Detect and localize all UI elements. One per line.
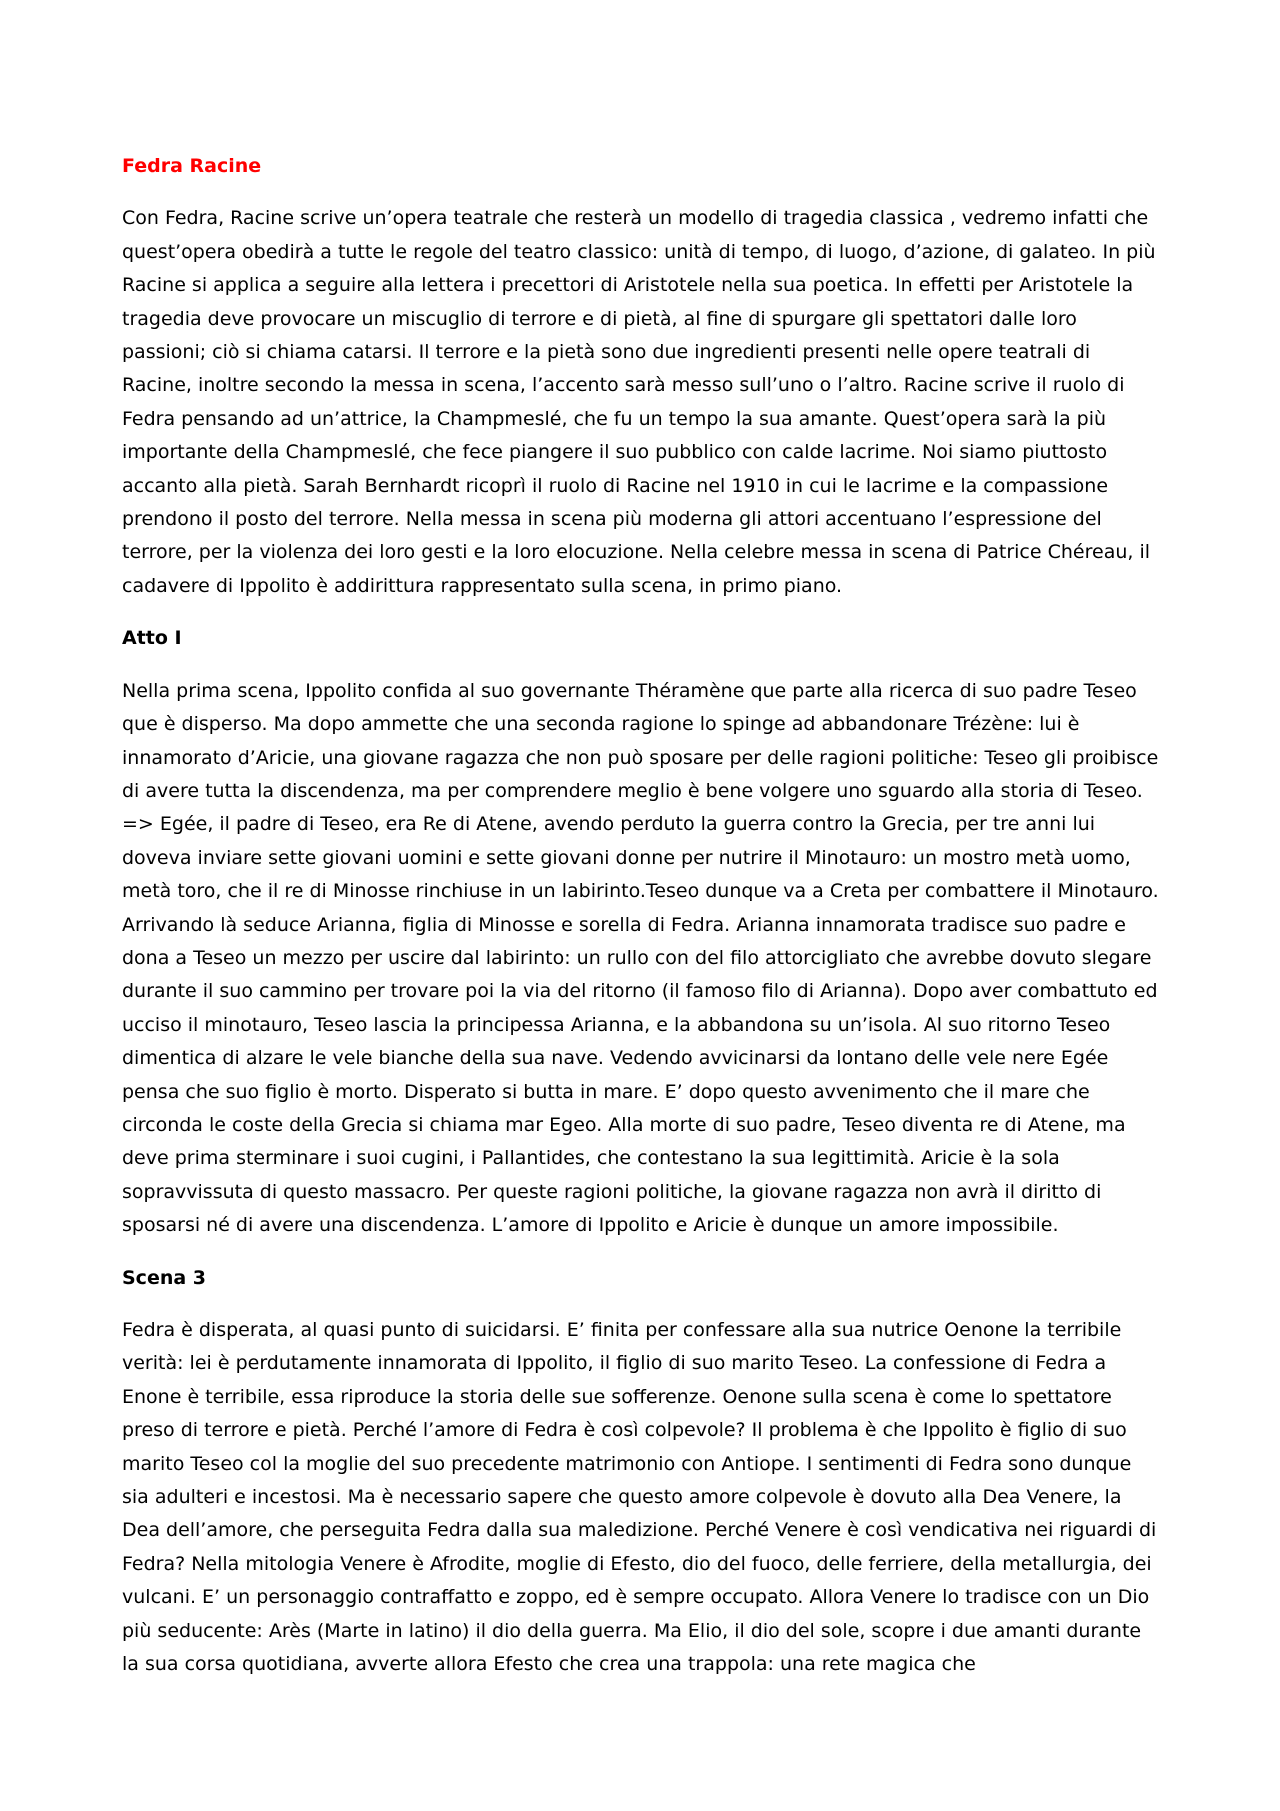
section-paragraph-atto-1: Nella prima scena, Ippolito confida al suo governante Théramène que parte alla ricerca di suo padre Teseo que è disperso. Ma dopo ammette che una seconda ragione lo spinge ad abbandonare Trézène: lui è innamorato d’Aricie, una giovane ragazza che non può sposare per delle ragioni politiche: Teseo gli proibisce di avere tutta la discendenza, ma per comprendere meglio è bene volgere uno sguardo alla storia di Teseo. => Egée, il padre di Teseo, era Re di Atene, avendo perduto la guerra contro la Grecia, per tre anni lui doveva inviare sette giovani uomini e sette giovani donne per nutrire il Minotauro: un mostro metà uomo, metà toro, che il re di Minosse rinchiuse in un labirinto.Teseo dunque va a Creta per combattere il Minotauro. Arrivando là seduce Arianna, figlia di Minosse e sorella di Fedra. Arianna innamorata tradisce suo padre e dona a Teseo un mezzo per uscire dal labirinto: un rullo con del filo attorcigliato che avrebbe dovuto slegare durante il suo cammino per trovare poi la via del ritorno (il famoso filo di Arianna). Dopo aver combattuto ed ucciso il minotauro, Teseo lascia la principessa Arianna, e la abbandona su un’isola. Al suo ritorno Teseo dimentica di alzare le vele bianche della sua nave. Vedendo avvicinarsi da lontano delle vele nere Egée pensa che suo figlio è morto. Disperato si butta in mare. E’ dopo questo avvenimento che il mare che circonda le coste della Grecia si chiama mar Egeo. Alla morte di suo padre, Teseo diventa re di Atene, ma deve prima sterminare i suoi cugini, i Pallantides, che contestano la sua legittimità. Aricie è la sola sopravvissuta di questo massacro. Per queste ragioni politiche, la giovane ragazza non avrà il diritto di sposarsi né di avere una discendenza. L’amore di Ippolito e Aricie è dunque un amore impossibile. bbox=[122, 679, 1159, 1237]
section-heading-scena-3: Scena 3 bbox=[122, 1266, 207, 1289]
section-paragraph-scena-3: Fedra è disperata, al quasi punto di suicidarsi. E’ finita per confessare alla sua nutrice Oenone la terribile verità: lei è perdutamente innamorata di Ippolito, il figlio di suo marito Teseo. La confessione di Fedra a Enone è terribile, essa riproduce la storia delle sue sofferenze. Oenone sulla scena è come lo spettatore preso di terrore e pietà. Perché l’amore di Fedra è così colpevole? Il problema è che Ippolito è figlio di suo marito Teseo col la moglie del suo precedente matrimonio con Antiope. I sentimenti di Fedra sono dunque sia adulteri e incestosi. Ma è necessario sapere che questo amore colpevole è dovuto alla Dea Venere, la Dea dell’amore, che perseguita Fedra dalla sua maledizione. Perché Venere è così vendicativa nei riguardi di Fedra? Nella mitologia Venere è Afrodite, moglie di Efesto, dio del fuoco, delle ferriere, della metallurgia, dei vulcani. E’ un personaggio contraffatto e zoppo, ed è sempre occupato. Allora Venere lo tradisce con un Dio più seducente: Arès (Marte in latino) il dio della guerra. Ma Elio, il dio del sole, scopre i due amanti durante la sua corsa quotidiana, avverte allora Efesto che crea una trappola: una rete magica che bbox=[122, 1319, 1157, 1676]
section-heading-atto-1: Atto I bbox=[122, 627, 182, 650]
intro-paragraph: Con Fedra, Racine scrive un’opera teatrale che resterà un modello di tragedia classica , vedremo infatti che quest’opera obedirà a tutte le regole del teatro classico: unità di tempo, di luogo, d’azione, di galateo. In più Racine si applica a seguire alla lettera i precettori di Aristotele nella sua poetica. In effetti per Aristotele la tragedia deve provocare un miscuglio di terrore e di pietà, al fine di spurgare gli spettatori dalle loro passioni; ciò si chiama catarsi. Il terrore e la pietà sono due ingredienti presenti nelle opere teatrali di Racine, inoltre secondo la messa in scena, l’accento sarà messo sull’uno o l’altro. Racine scrive il ruolo di Fedra pensando ad un’attrice, la Champmeslé, che fu un tempo la sua amante. Quest’opera sarà la più importante della Champmeslé, che fece piangere il suo pubblico con calde lacrime. Noi siamo piuttosto accanto alla pietà. Sarah Bernhardt ricoprì il ruolo di Racine nel 1910 in cui le lacrime e la compassione prendono il posto del terrore. Nella messa in scena più moderna gli attori accentuano l’espressione del terrore, per la violenza dei loro gesti e la loro elocuzione. Nella celebre messa in scena di Patrice Chéreau, il cadavere di Ippolito è addirittura rappresentato sulla scena, in primo piano. bbox=[122, 207, 1156, 597]
document-title: Fedra Racine bbox=[122, 155, 262, 177]
document-page bbox=[122, 150, 1162, 1700]
